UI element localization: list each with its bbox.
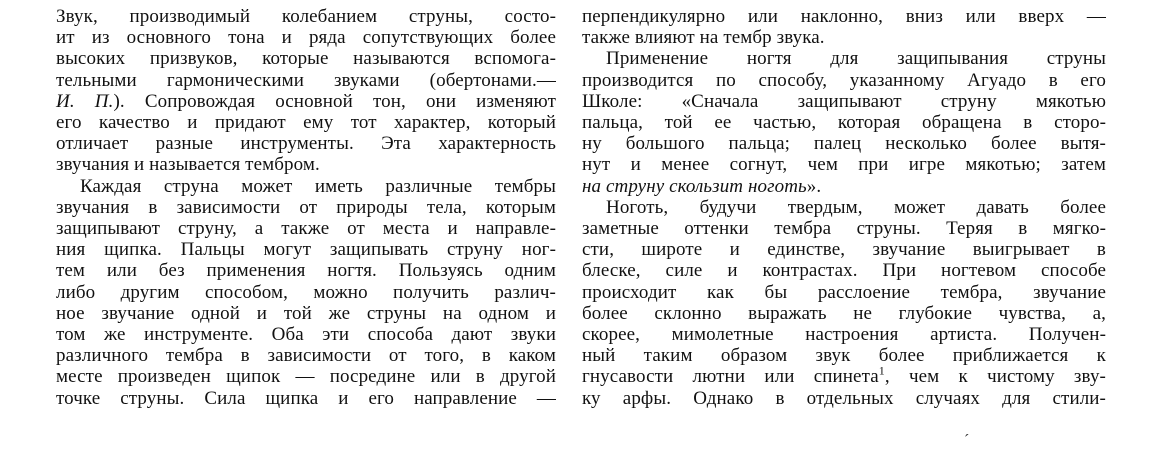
line-text: его качество и придают ему тот характер, который	[56, 112, 556, 134]
text-line	[582, 133, 1106, 154]
text-line	[56, 70, 556, 91]
line-text: либо другим способом, можно получить различ-	[56, 281, 556, 303]
text-line	[582, 218, 1106, 239]
line-text: тельными гармоническими звуками (обертонами.—	[56, 69, 556, 91]
text-line	[582, 260, 1106, 281]
line-text-tail: , чем к чистому зву-	[884, 366, 1106, 388]
line-text: высоких призвуков, которые называются вспомога-	[56, 48, 556, 70]
text-line	[56, 388, 556, 409]
line-text: ку арфы. Однако в отдельных случаях для стили-	[582, 387, 1106, 409]
text-line	[56, 154, 556, 175]
text-line	[56, 6, 556, 27]
text-line	[582, 27, 1106, 48]
text-line	[56, 260, 556, 281]
line-text: ный таким образом звук более приближается к	[582, 345, 1106, 367]
italic-text: на струну скользит ноготь	[582, 175, 807, 197]
line-text: точке струны. Сила щипка и его направление —	[56, 387, 556, 409]
text-line	[582, 91, 1106, 112]
text-line	[56, 218, 556, 239]
text-line	[56, 176, 556, 197]
line-text: Применение ногтя для защипывания струны	[606, 48, 1106, 70]
text-line	[582, 366, 1106, 387]
line-text: также влияют на тембр звука.	[582, 27, 825, 49]
line-text: защипывают струну, а также от места и направле-	[56, 218, 556, 240]
text-line	[56, 366, 556, 387]
line-text: различного тембра в зависимости от того, в каком	[56, 345, 556, 367]
italic-text: И. П.	[56, 90, 114, 112]
text-line	[582, 48, 1106, 69]
text-line	[56, 133, 556, 154]
line-text: тем или без применения ногтя. Пользуясь одним	[56, 260, 556, 282]
text-line	[582, 239, 1106, 260]
text-line	[582, 388, 1106, 409]
text-line	[582, 303, 1106, 324]
text-line	[582, 176, 1106, 197]
line-text: том же инструменте. Оба эти способа дают звуки	[56, 324, 556, 346]
line-text: пальца, той ее частью, которая обращена в сторо-	[582, 112, 1106, 134]
line-text: ное звучание одной и той же струны на одном и	[56, 302, 556, 324]
text-line	[582, 154, 1106, 175]
line-text: Ноготь, будучи твердым, может давать более	[606, 196, 1106, 218]
text-line	[582, 345, 1106, 366]
text-line	[582, 70, 1106, 91]
line-text: перпендикулярно или наклонно, вниз или вверх —	[582, 6, 1106, 27]
line-text: звучания и называется тембром.	[56, 154, 320, 176]
line-text: блеске, силе и контрастах. При ногтевом способе	[582, 260, 1106, 282]
stray-mark: ´	[964, 432, 970, 449]
line-text: заметные оттенки тембра струны. Теряя в мягко-	[582, 218, 1106, 240]
text-line	[56, 324, 556, 345]
line-text: месте произведен щипок — посредине или в другой	[56, 366, 556, 388]
line-text: нут и менее согнут, чем при игре мякотью; затем	[582, 154, 1106, 176]
text-line	[582, 112, 1106, 133]
line-text: сти, широте и единстве, звучание выигрывает в	[582, 239, 1106, 261]
line-text: Звук, производимый колебанием струны, состо-	[56, 6, 556, 27]
line-text: ). Сопровождая основной тон, они изменяют	[113, 90, 556, 112]
text-line	[56, 48, 556, 69]
line-text: ну большого пальца; палец несколько более вытя-	[582, 133, 1106, 155]
left-column	[56, 6, 556, 409]
footnote-marker: 1	[878, 364, 885, 379]
text-line	[56, 27, 556, 48]
text-line	[56, 239, 556, 260]
line-text: происходит как бы расслоение тембра, звучание	[582, 281, 1106, 303]
line-text: ния щипка. Пальцы могут защипывать струну ног-	[56, 239, 556, 261]
line-text: ит из основного тона и ряда сопутствующих более	[56, 27, 556, 49]
line-text-tail: ».	[806, 175, 822, 197]
line-text: более склонно выражать не глубокие чувства, а,	[582, 302, 1106, 324]
line-text: Школе: «Сначала защипывают струну мякотью	[582, 90, 1106, 112]
line-text: звучания в зависимости от природы тела, которым	[56, 196, 556, 218]
line-text: скорее, мимолетные настроения артиста. Получен-	[582, 324, 1106, 346]
text-line	[582, 197, 1106, 218]
right-column	[582, 6, 1106, 409]
line-text: отличает разные инструменты. Эта характерность	[56, 133, 556, 155]
text-line	[582, 6, 1106, 27]
text-line	[56, 91, 556, 112]
text-line	[56, 112, 556, 133]
line-text: производится по способу, указанному Агуадо в его	[582, 69, 1106, 91]
text-line	[582, 324, 1106, 345]
text-line	[56, 197, 556, 218]
text-line	[582, 282, 1106, 303]
text-line	[56, 345, 556, 366]
text-line	[56, 282, 556, 303]
line-text: гнусавости лютни или спинета	[582, 366, 879, 388]
line-text: Каждая струна может иметь различные тембры	[80, 175, 556, 197]
text-line	[56, 303, 556, 324]
